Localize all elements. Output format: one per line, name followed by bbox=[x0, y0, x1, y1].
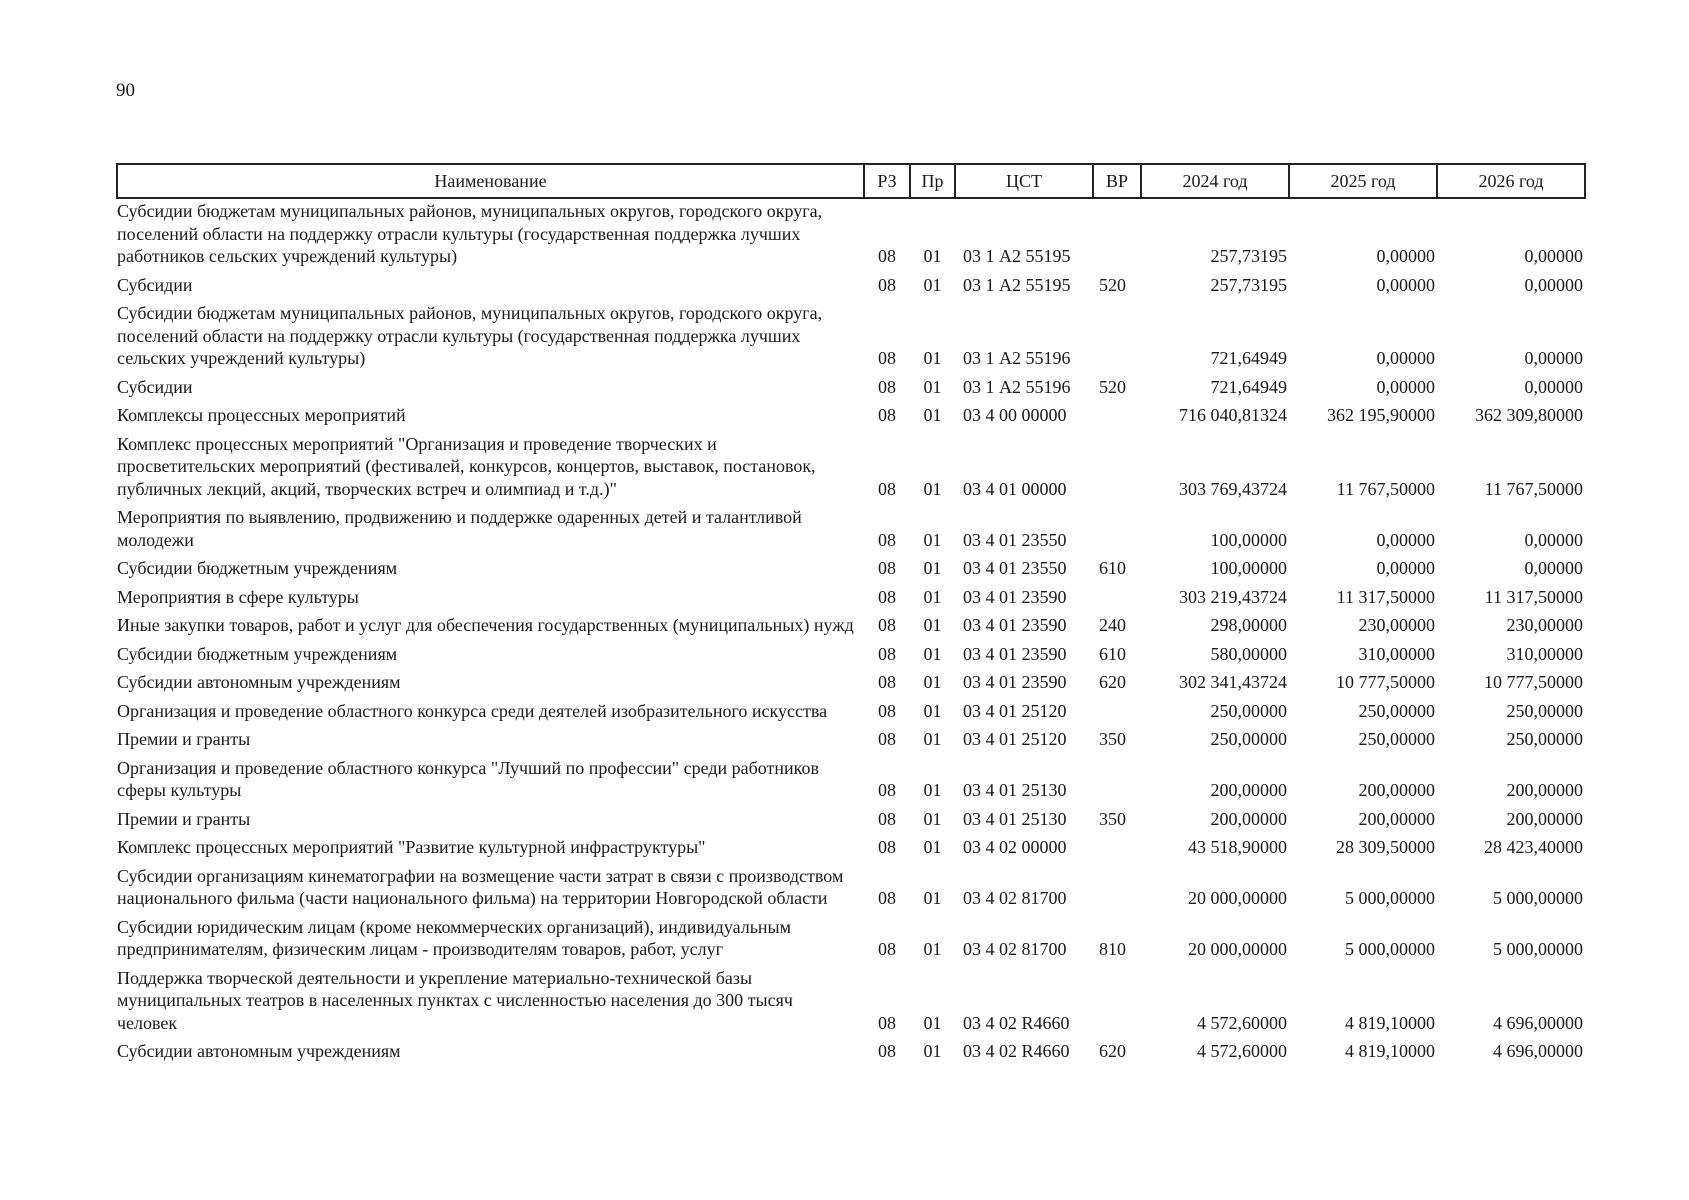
row-vr: 610 bbox=[1099, 643, 1126, 664]
row-value-2025: 0,00000 bbox=[1376, 348, 1435, 368]
row-pr: 01 bbox=[923, 246, 942, 266]
row-pr: 01 bbox=[923, 615, 942, 635]
table-row bbox=[117, 1037, 1585, 1066]
row-pr: 01 bbox=[923, 529, 942, 550]
header-name: Наименование bbox=[117, 164, 864, 198]
row-value-2024: 200,00000 bbox=[1210, 780, 1287, 800]
row-value-2025: 0,00000 bbox=[1376, 376, 1435, 397]
row-value-2025: 250,00000 bbox=[1358, 700, 1435, 721]
header-2025: 2025 год bbox=[1289, 164, 1437, 198]
row-rz: 08 bbox=[878, 246, 896, 266]
row-value-2024: 257,73195 bbox=[1210, 274, 1287, 295]
row-pr: 01 bbox=[923, 586, 942, 607]
header-rz: РЗ bbox=[864, 164, 910, 198]
row-vr: 610 bbox=[1099, 558, 1126, 578]
row-pr: 01 bbox=[923, 808, 942, 829]
row-value-2026: 11 317,50000 bbox=[1484, 586, 1583, 607]
row-pr: 01 bbox=[923, 376, 942, 397]
row-value-2024: 43 518,90000 bbox=[1188, 837, 1287, 857]
row-rz: 08 bbox=[878, 348, 896, 368]
row-rz: 08 bbox=[878, 888, 896, 908]
row-value-2025: 0,00000 bbox=[1376, 558, 1435, 578]
row-cst: 03 4 01 23590 bbox=[963, 672, 1067, 692]
row-value-2025: 10 777,50000 bbox=[1336, 672, 1435, 692]
row-value-2024: 100,00000 bbox=[1210, 529, 1287, 550]
row-name: Субсидии бюджетам муниципальных районов, муниципальных округов, городского округа, поселений области на поддержку отрасли культуры (государственная поддержка лучших работников сельских учреждений культуры) bbox=[117, 201, 823, 266]
row-value-2026: 250,00000 bbox=[1506, 700, 1583, 721]
row-value-2026: 4 696,00000 bbox=[1493, 1041, 1583, 1061]
row-pr: 01 bbox=[923, 405, 942, 425]
row-pr: 01 bbox=[923, 274, 942, 295]
row-cst: 03 4 01 23550 bbox=[963, 529, 1067, 550]
row-vr: 350 bbox=[1099, 808, 1126, 829]
row-value-2024: 4 572,60000 bbox=[1197, 1041, 1287, 1061]
row-pr: 01 bbox=[923, 700, 942, 721]
row-vr: 350 bbox=[1099, 729, 1126, 749]
row-value-2024: 580,00000 bbox=[1210, 643, 1287, 664]
row-rz: 08 bbox=[878, 558, 896, 578]
page-number: 90 bbox=[116, 80, 135, 101]
row-cst: 03 4 01 25120 bbox=[963, 700, 1067, 721]
row-vr bbox=[1093, 430, 1141, 504]
row-value-2025: 0,00000 bbox=[1376, 246, 1435, 266]
row-cst: 03 4 01 25120 bbox=[963, 729, 1067, 749]
table-header bbox=[117, 164, 1585, 198]
row-value-2024: 303 769,43724 bbox=[1179, 478, 1287, 499]
row-rz: 08 bbox=[878, 615, 896, 635]
row-name: Субсидии организациям кинематографии на возмещение части затрат в связи с производством национального фильма (части национального фильма) на территории Новгородской области bbox=[117, 865, 844, 908]
row-cst: 03 1 А2 55195 bbox=[963, 246, 1071, 266]
row-vr: 520 bbox=[1099, 376, 1126, 397]
row-value-2026: 28 423,40000 bbox=[1484, 837, 1583, 857]
row-name: Премии и гранты bbox=[117, 808, 251, 829]
row-rz: 08 bbox=[878, 586, 896, 607]
row-vr bbox=[1093, 754, 1141, 805]
row-vr bbox=[1093, 198, 1141, 271]
table-row bbox=[117, 198, 1585, 271]
row-name: Субсидии автономным учреждениям bbox=[117, 672, 401, 692]
row-value-2026: 10 777,50000 bbox=[1484, 672, 1583, 692]
row-rz: 08 bbox=[878, 478, 896, 499]
row-name: Субсидии автономным учреждениям bbox=[117, 1041, 401, 1061]
row-cst: 03 4 02 R4660 bbox=[963, 1041, 1070, 1061]
row-value-2026: 200,00000 bbox=[1506, 808, 1583, 829]
row-cst: 03 4 01 25130 bbox=[963, 808, 1067, 829]
header-pr: Пр bbox=[910, 164, 955, 198]
row-cst: 03 4 01 23590 bbox=[963, 586, 1067, 607]
row-vr bbox=[1093, 697, 1141, 726]
row-value-2025: 28 309,50000 bbox=[1336, 837, 1435, 857]
table-row bbox=[117, 430, 1585, 504]
row-value-2024: 100,00000 bbox=[1210, 558, 1287, 578]
row-value-2025: 11 767,50000 bbox=[1336, 478, 1435, 499]
table-row bbox=[117, 833, 1585, 862]
row-value-2024: 303 219,43724 bbox=[1179, 586, 1287, 607]
row-rz: 08 bbox=[878, 1012, 896, 1033]
row-value-2026: 0,00000 bbox=[1524, 246, 1583, 266]
row-pr: 01 bbox=[923, 780, 942, 800]
row-value-2025: 4 819,10000 bbox=[1345, 1041, 1435, 1061]
row-value-2026: 0,00000 bbox=[1524, 348, 1583, 368]
row-value-2024: 257,73195 bbox=[1210, 246, 1287, 266]
header-2026: 2026 год bbox=[1437, 164, 1585, 198]
row-name: Поддержка творческой деятельности и укрепление материально-технической базы муниципальных театров в населенных пунктах с численностью населения до 300 тысяч человек bbox=[117, 967, 793, 1033]
row-cst: 03 4 01 25130 bbox=[963, 780, 1067, 800]
row-pr: 01 bbox=[923, 348, 942, 368]
row-cst: 03 4 01 23590 bbox=[963, 643, 1067, 664]
row-vr bbox=[1093, 862, 1141, 913]
row-pr: 01 bbox=[923, 888, 942, 908]
row-vr bbox=[1093, 833, 1141, 862]
row-name: Организация и проведение областного конкурса "Лучший по профессии" среди работников сферы культуры bbox=[117, 757, 819, 800]
row-rz: 08 bbox=[878, 274, 896, 295]
row-vr: 620 bbox=[1099, 1041, 1126, 1061]
row-vr: 620 bbox=[1099, 672, 1126, 692]
table-row bbox=[117, 299, 1585, 373]
row-value-2026: 5 000,00000 bbox=[1493, 888, 1583, 908]
row-cst: 03 4 01 00000 bbox=[963, 478, 1067, 499]
row-value-2026: 11 767,50000 bbox=[1484, 478, 1583, 499]
table-row bbox=[117, 373, 1585, 402]
row-value-2024: 302 341,43724 bbox=[1179, 672, 1287, 692]
header-vr: ВР bbox=[1093, 164, 1141, 198]
table-row bbox=[117, 271, 1585, 300]
row-rz: 08 bbox=[878, 529, 896, 550]
row-value-2024: 716 040,81324 bbox=[1179, 405, 1287, 425]
row-name: Субсидии юридическим лицам (кроме некоммерческих организаций), индивидуальным предпринимателям, физическим лицам - производителям товаров, работ, услуг bbox=[117, 916, 792, 959]
row-rz: 08 bbox=[878, 780, 896, 800]
row-vr bbox=[1093, 401, 1141, 430]
row-value-2024: 298,00000 bbox=[1210, 615, 1287, 635]
row-name: Субсидии бюджетным учреждениям bbox=[117, 558, 398, 578]
row-pr: 01 bbox=[923, 939, 942, 959]
row-rz: 08 bbox=[878, 939, 896, 959]
row-value-2025: 250,00000 bbox=[1358, 729, 1435, 749]
table-row bbox=[117, 862, 1585, 913]
row-value-2024: 200,00000 bbox=[1210, 808, 1287, 829]
row-value-2024: 20 000,00000 bbox=[1188, 888, 1287, 908]
row-rz: 08 bbox=[878, 1041, 896, 1061]
row-cst: 03 4 01 23590 bbox=[963, 615, 1067, 635]
budget-table bbox=[116, 163, 1586, 1066]
row-rz: 08 bbox=[878, 672, 896, 692]
row-value-2025: 200,00000 bbox=[1358, 808, 1435, 829]
row-value-2026: 0,00000 bbox=[1524, 558, 1583, 578]
row-rz: 08 bbox=[878, 729, 896, 749]
row-pr: 01 bbox=[923, 478, 942, 499]
row-rz: 08 bbox=[878, 808, 896, 829]
row-rz: 08 bbox=[878, 643, 896, 664]
row-value-2026: 230,00000 bbox=[1506, 615, 1583, 635]
row-name: Субсидии bbox=[117, 376, 193, 397]
row-rz: 08 bbox=[878, 405, 896, 425]
row-value-2025: 5 000,00000 bbox=[1345, 888, 1435, 908]
row-pr: 01 bbox=[923, 729, 942, 749]
row-value-2024: 721,64949 bbox=[1210, 376, 1287, 397]
table-row bbox=[117, 554, 1585, 583]
row-name: Субсидии bbox=[117, 274, 193, 295]
table-row bbox=[117, 754, 1585, 805]
row-name: Комплексы процессных мероприятий bbox=[117, 405, 406, 425]
row-name: Комплекс процессных мероприятий "Развитие культурной инфраструктуры" bbox=[117, 837, 706, 857]
table-row bbox=[117, 805, 1585, 834]
row-cst: 03 4 02 R4660 bbox=[963, 1012, 1070, 1033]
row-name: Мероприятия в сфере культуры bbox=[117, 586, 359, 607]
row-pr: 01 bbox=[923, 837, 942, 857]
row-rz: 08 bbox=[878, 700, 896, 721]
table-row bbox=[117, 611, 1585, 640]
table-row bbox=[117, 697, 1585, 726]
row-pr: 01 bbox=[923, 672, 942, 692]
table-row bbox=[117, 964, 1585, 1038]
row-value-2026: 250,00000 bbox=[1506, 729, 1583, 749]
row-rz: 08 bbox=[878, 837, 896, 857]
row-value-2026: 362 309,80000 bbox=[1475, 405, 1583, 425]
row-value-2026: 0,00000 bbox=[1524, 529, 1583, 550]
row-vr: 520 bbox=[1099, 274, 1126, 295]
row-value-2025: 230,00000 bbox=[1358, 615, 1435, 635]
row-rz: 08 bbox=[878, 376, 896, 397]
row-value-2025: 310,00000 bbox=[1358, 643, 1435, 664]
row-value-2024: 250,00000 bbox=[1210, 729, 1287, 749]
row-value-2025: 4 819,10000 bbox=[1345, 1012, 1435, 1033]
row-name: Комплекс процессных мероприятий "Организация и проведение творческих и просветительских мероприятий (фестивалей, конкурсов, концертов, выставок, постановок, публичных лекций, акций, творческих встреч и олимпиад и т.д.)" bbox=[117, 433, 816, 499]
table-row bbox=[117, 583, 1585, 612]
table-row bbox=[117, 725, 1585, 754]
table-row bbox=[117, 913, 1585, 964]
table-row bbox=[117, 503, 1585, 554]
row-value-2024: 250,00000 bbox=[1210, 700, 1287, 721]
row-cst: 03 1 А2 55196 bbox=[963, 348, 1071, 368]
row-value-2025: 0,00000 bbox=[1376, 274, 1435, 295]
row-vr bbox=[1093, 583, 1141, 612]
row-cst: 03 4 02 81700 bbox=[963, 939, 1067, 959]
row-vr: 240 bbox=[1099, 615, 1126, 635]
row-value-2025: 5 000,00000 bbox=[1345, 939, 1435, 959]
row-name: Премии и гранты bbox=[117, 729, 251, 749]
row-cst: 03 4 02 00000 bbox=[963, 837, 1067, 857]
row-value-2025: 200,00000 bbox=[1358, 780, 1435, 800]
row-name: Организация и проведение областного конкурса среди деятелей изобразительного искусства bbox=[117, 700, 828, 721]
row-value-2026: 0,00000 bbox=[1524, 274, 1583, 295]
row-vr bbox=[1093, 964, 1141, 1038]
row-value-2024: 4 572,60000 bbox=[1197, 1012, 1287, 1033]
row-pr: 01 bbox=[923, 643, 942, 664]
row-value-2026: 4 696,00000 bbox=[1493, 1012, 1583, 1033]
header-2024: 2024 год bbox=[1141, 164, 1289, 198]
row-value-2026: 200,00000 bbox=[1506, 780, 1583, 800]
header-cst: ЦСТ bbox=[955, 164, 1093, 198]
row-cst: 03 4 00 00000 bbox=[963, 405, 1067, 425]
row-pr: 01 bbox=[923, 1012, 942, 1033]
row-value-2026: 0,00000 bbox=[1524, 376, 1583, 397]
row-name: Мероприятия по выявлению, продвижению и поддержке одаренных детей и талантливой молодежи bbox=[117, 507, 802, 550]
row-cst: 03 4 01 23550 bbox=[963, 558, 1067, 578]
row-value-2025: 362 195,90000 bbox=[1327, 405, 1435, 425]
row-value-2026: 310,00000 bbox=[1506, 643, 1583, 664]
row-vr bbox=[1093, 299, 1141, 373]
row-pr: 01 bbox=[923, 1041, 942, 1061]
row-name: Субсидии бюджетам муниципальных районов, муниципальных округов, городского округа, поселений области на поддержку отрасли культуры (государственная поддержка лучших сельских учреждений культуры) bbox=[117, 303, 823, 368]
table-body bbox=[117, 198, 1585, 1066]
row-value-2024: 721,64949 bbox=[1210, 348, 1287, 368]
row-vr bbox=[1093, 503, 1141, 554]
row-name: Иные закупки товаров, работ и услуг для обеспечения государственных (муниципальных) нужд bbox=[117, 615, 854, 635]
row-cst: 03 4 02 81700 bbox=[963, 888, 1067, 908]
row-vr: 810 bbox=[1099, 939, 1126, 959]
row-value-2024: 20 000,00000 bbox=[1188, 939, 1287, 959]
row-name: Субсидии бюджетным учреждениям bbox=[117, 643, 398, 664]
row-cst: 03 1 А2 55196 bbox=[963, 376, 1071, 397]
table-row bbox=[117, 640, 1585, 669]
table-row bbox=[117, 668, 1585, 697]
table-row bbox=[117, 401, 1585, 430]
row-value-2026: 5 000,00000 bbox=[1493, 939, 1583, 959]
row-value-2025: 0,00000 bbox=[1376, 529, 1435, 550]
row-value-2025: 11 317,50000 bbox=[1336, 586, 1435, 607]
row-pr: 01 bbox=[923, 558, 942, 578]
row-cst: 03 1 А2 55195 bbox=[963, 274, 1071, 295]
